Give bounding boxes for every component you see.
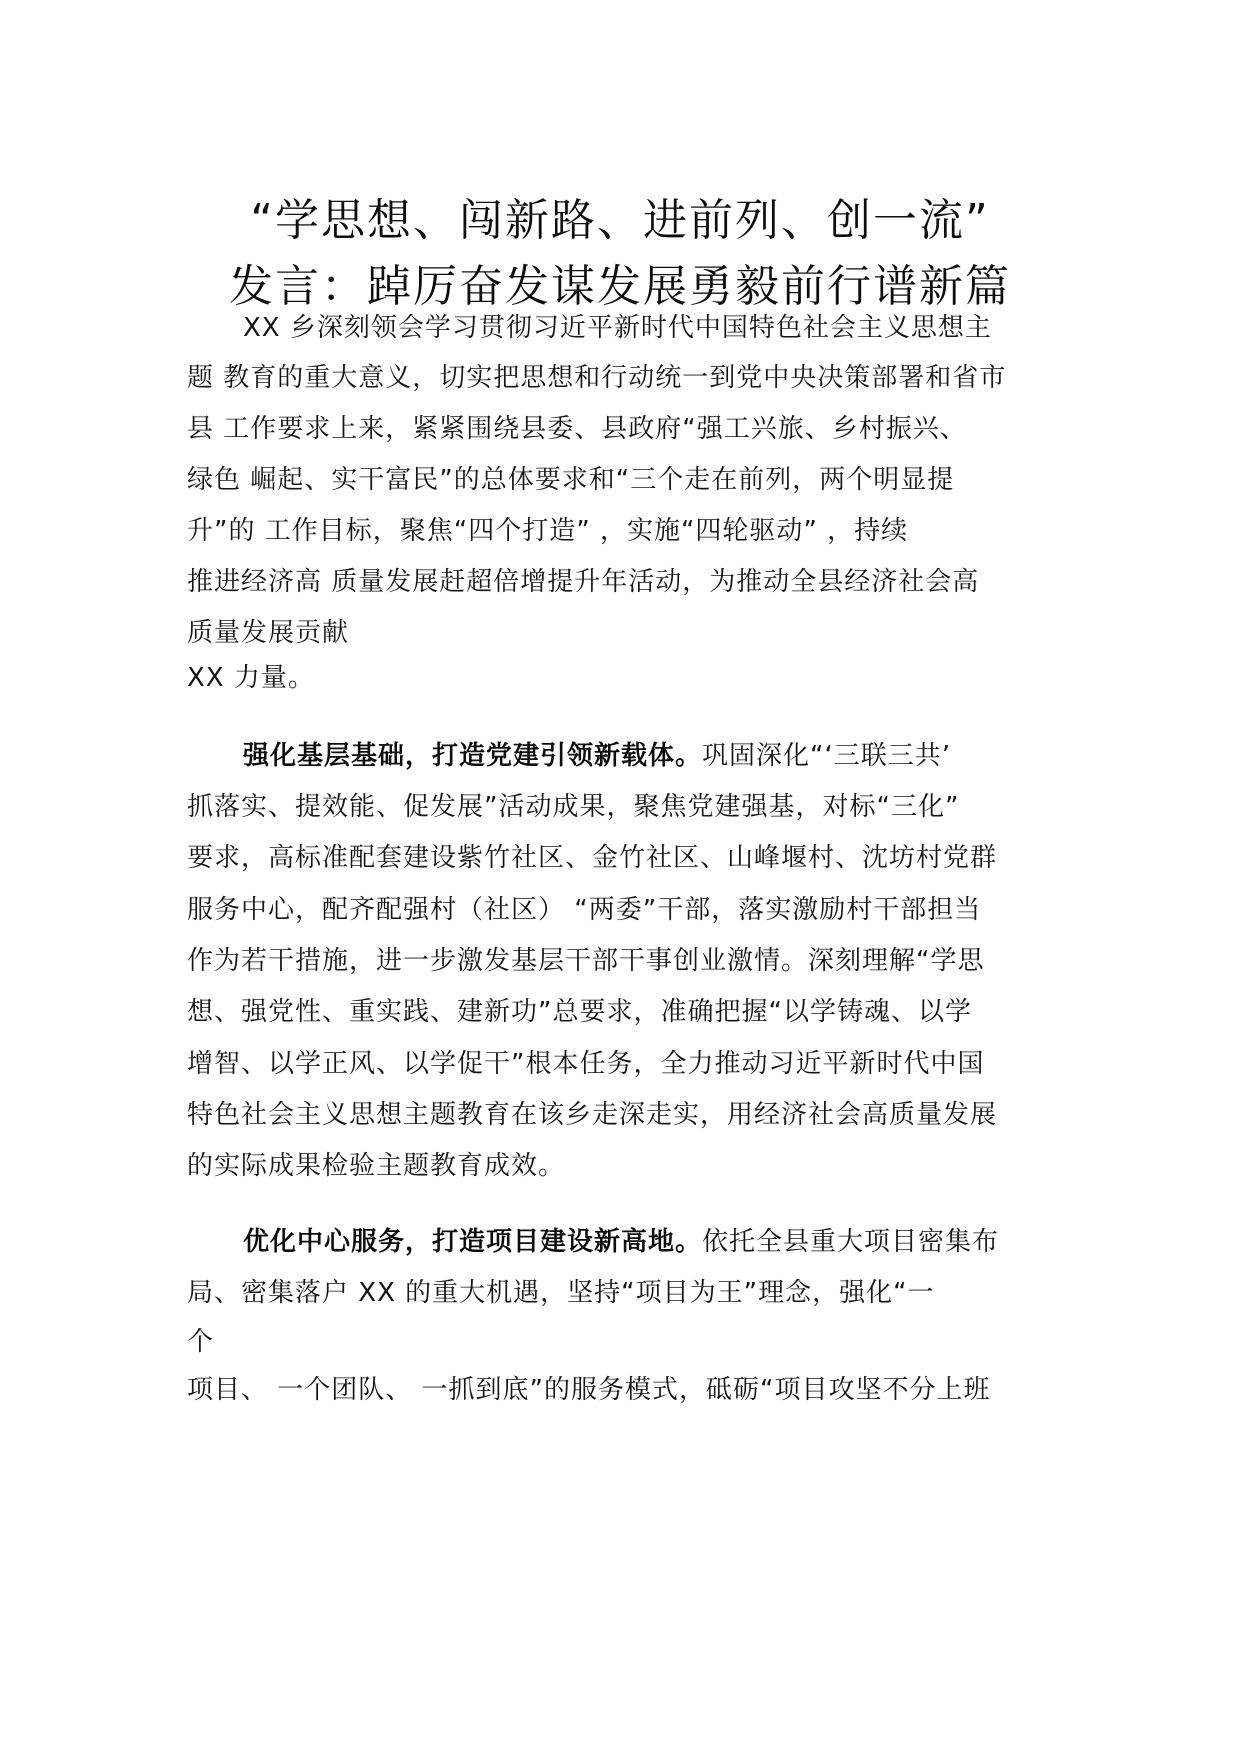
section2-paragraph-line: 项目、 一个团队、 一抓到底”的服务模式，砥砺“项目攻坚不分上班: [187, 1375, 991, 1405]
section2-first-line: [243, 1226, 999, 1258]
section1-heading: 强化基层基础，打造党建引领新载体。: [243, 741, 703, 771]
intro-paragraph-line: 题 教育的重大意义，切实把思想和行动统一到党中央决策部署和省市: [187, 363, 1007, 393]
section2-first-line-text: 依托全县重大项目密集布: [702, 1227, 1000, 1257]
intro-paragraph-line: 县 工作要求上来，紧紧围绕县委、县政府“强工兴旅、乡村振兴、: [187, 414, 967, 444]
intro-paragraph-line: XX 力量。: [187, 663, 315, 693]
document-title-line-1: “学思想、闯新路、进前列、创一流”: [250, 195, 990, 246]
document-title-line-2: 发言：踔厉奋发谋发展勇毅前行谱新篇: [229, 261, 1011, 312]
section2-paragraph-line: 个: [187, 1327, 215, 1357]
section1-paragraph-line: 抓落实、提效能、促发展”活动成果，聚焦党建强基，对标“三化”: [187, 792, 960, 822]
section1-paragraph-line: 增智、以学正风、以学促干”根本任务，全力推动习近平新时代中国: [187, 1049, 985, 1079]
section1-first-line: [243, 740, 951, 772]
section2-heading: 优化中心服务，打造项目建设新高地。: [243, 1227, 703, 1257]
section1-paragraph-line: 想、强党性、重实践、建新功”总要求，准确把握“以学铸魂、以学: [187, 997, 972, 1027]
section1-paragraph-line: 要求，高标准配套建设紫竹社区、金竹社区、山峰堰村、沈坊村党群: [187, 843, 998, 873]
intro-paragraph-line: 升”的 工作目标，聚焦“四个打造” ，实施“四轮驱动” ，持续: [187, 516, 909, 546]
section1-paragraph-line: 特色社会主义思想主题教育在该乡走深走实，用经济社会高质量发展: [187, 1100, 998, 1130]
section1-paragraph-line: 作为若干措施，进一步激发基层干部干事创业激情。深刻理解“学思: [187, 946, 985, 976]
section1-paragraph-line: 的实际成果检验主题教育成效。: [187, 1151, 566, 1181]
section1-first-line-text: 巩固深化“‘三联三共’: [702, 741, 952, 771]
intro-paragraph-line: 绿色 崛起、实干富民”的总体要求和“三个走在前列，两个明显提: [187, 465, 955, 495]
section2-paragraph-line: 局、密集落户 XX 的重大机遇，坚持“项目为王”理念，强化“一: [187, 1278, 935, 1308]
intro-paragraph-line: XX 乡深刻领会学习贯彻习近平新时代中国特色社会主义思想主: [243, 313, 992, 343]
intro-paragraph-line: 推进经济高 质量发展赶超倍增提升年活动，为推动全县经济社会高: [187, 567, 980, 597]
intro-paragraph-line: 质量发展贡献: [187, 618, 350, 648]
section1-paragraph-line: 服务中心，配齐配强村（社区） “两委”干部，落实激励村干部担当: [187, 895, 982, 925]
